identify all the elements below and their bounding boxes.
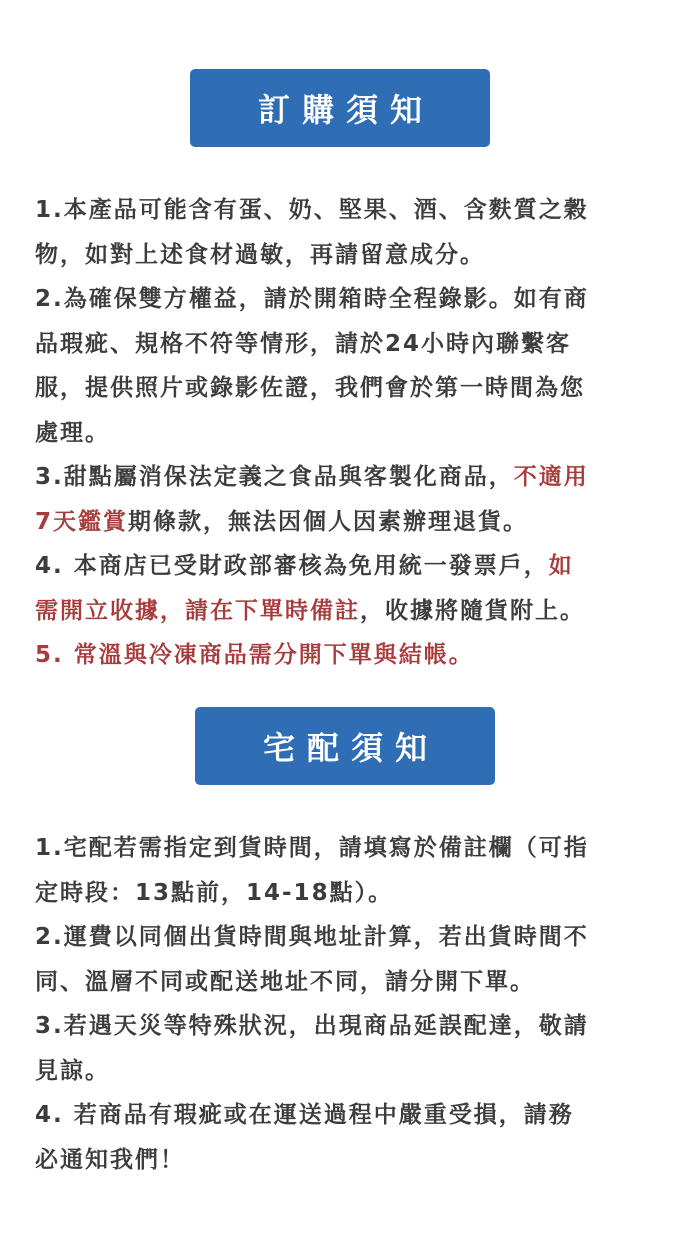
order-notice-body — [35, 188, 675, 678]
order-notice-line: 5. 常溫與冷凍商品需分開下單與結帳。 — [35, 642, 474, 668]
order-notice-line — [35, 589, 675, 634]
order-notice-text: ，收據將隨貨附上。 — [360, 597, 585, 624]
order-notice-highlight: 如 — [548, 553, 574, 579]
order-notice-line: 處理。 — [35, 419, 110, 446]
order-notice-line — [35, 544, 675, 589]
delivery-notice-line: 必通知我們！ — [35, 1146, 185, 1173]
order-notice-line: 2.為確保雙方權益，請於開箱時全程錄影。如有商 — [35, 286, 589, 312]
delivery-notice-line: 定時段：13點前，14-18點）。 — [35, 879, 394, 906]
delivery-notice-line: 4. 若商品有瑕疵或在運送過程中嚴重受損，請務 — [35, 1102, 574, 1128]
order-notice-text: 4. 本商店已受財政部審核為免用統一發票戶， — [35, 553, 549, 579]
delivery-notice-line: 2.運費以同個出貨時間與地址計算，若出貨時間不 — [35, 924, 589, 950]
order-notice-line: 物，如對上述食材過敏，再請留意成分。 — [35, 241, 485, 268]
delivery-notice-line: 見諒。 — [35, 1057, 110, 1084]
order-notice-highlight: 不適用 — [513, 464, 589, 490]
order-notice-line: 服，提供照片或錄影佐證，我們會於第一時間為您 — [35, 375, 585, 401]
order-notice-highlight: 需開立收據，請在下單時備註 — [35, 597, 360, 624]
order-notice-heading — [190, 69, 490, 147]
order-notice-text: 3.甜點屬消保法定義之食品與客製化商品， — [35, 464, 514, 490]
order-notice-highlight: 7天鑑賞 — [35, 508, 129, 535]
order-notice-line: 1.本產品可能含有蛋、奶、堅果、酒、含麩質之穀 — [35, 197, 589, 223]
order-notice-text: 期條款，無法因個人因素辦理退貨。 — [128, 508, 529, 535]
order-notice-line — [35, 455, 675, 500]
delivery-notice-line: 1.宅配若需指定到貨時間，請填寫於備註欄（可指 — [35, 835, 589, 861]
order-notice-line: 品瑕疵、規格不符等情形，請於24小時內聯繫客 — [35, 330, 572, 357]
delivery-notice-heading — [195, 707, 495, 785]
delivery-notice-line: 3.若遇天災等特殊狀況，出現商品延誤配達，敬請 — [35, 1013, 589, 1039]
order-notice-line — [35, 500, 675, 545]
delivery-notice-title: 宅配須知 — [262, 729, 439, 767]
delivery-notice-body — [35, 826, 675, 1182]
order-notice-title: 訂購須知 — [257, 91, 434, 129]
delivery-notice-line: 同、溫層不同或配送地址不同，請分開下單。 — [35, 968, 535, 995]
